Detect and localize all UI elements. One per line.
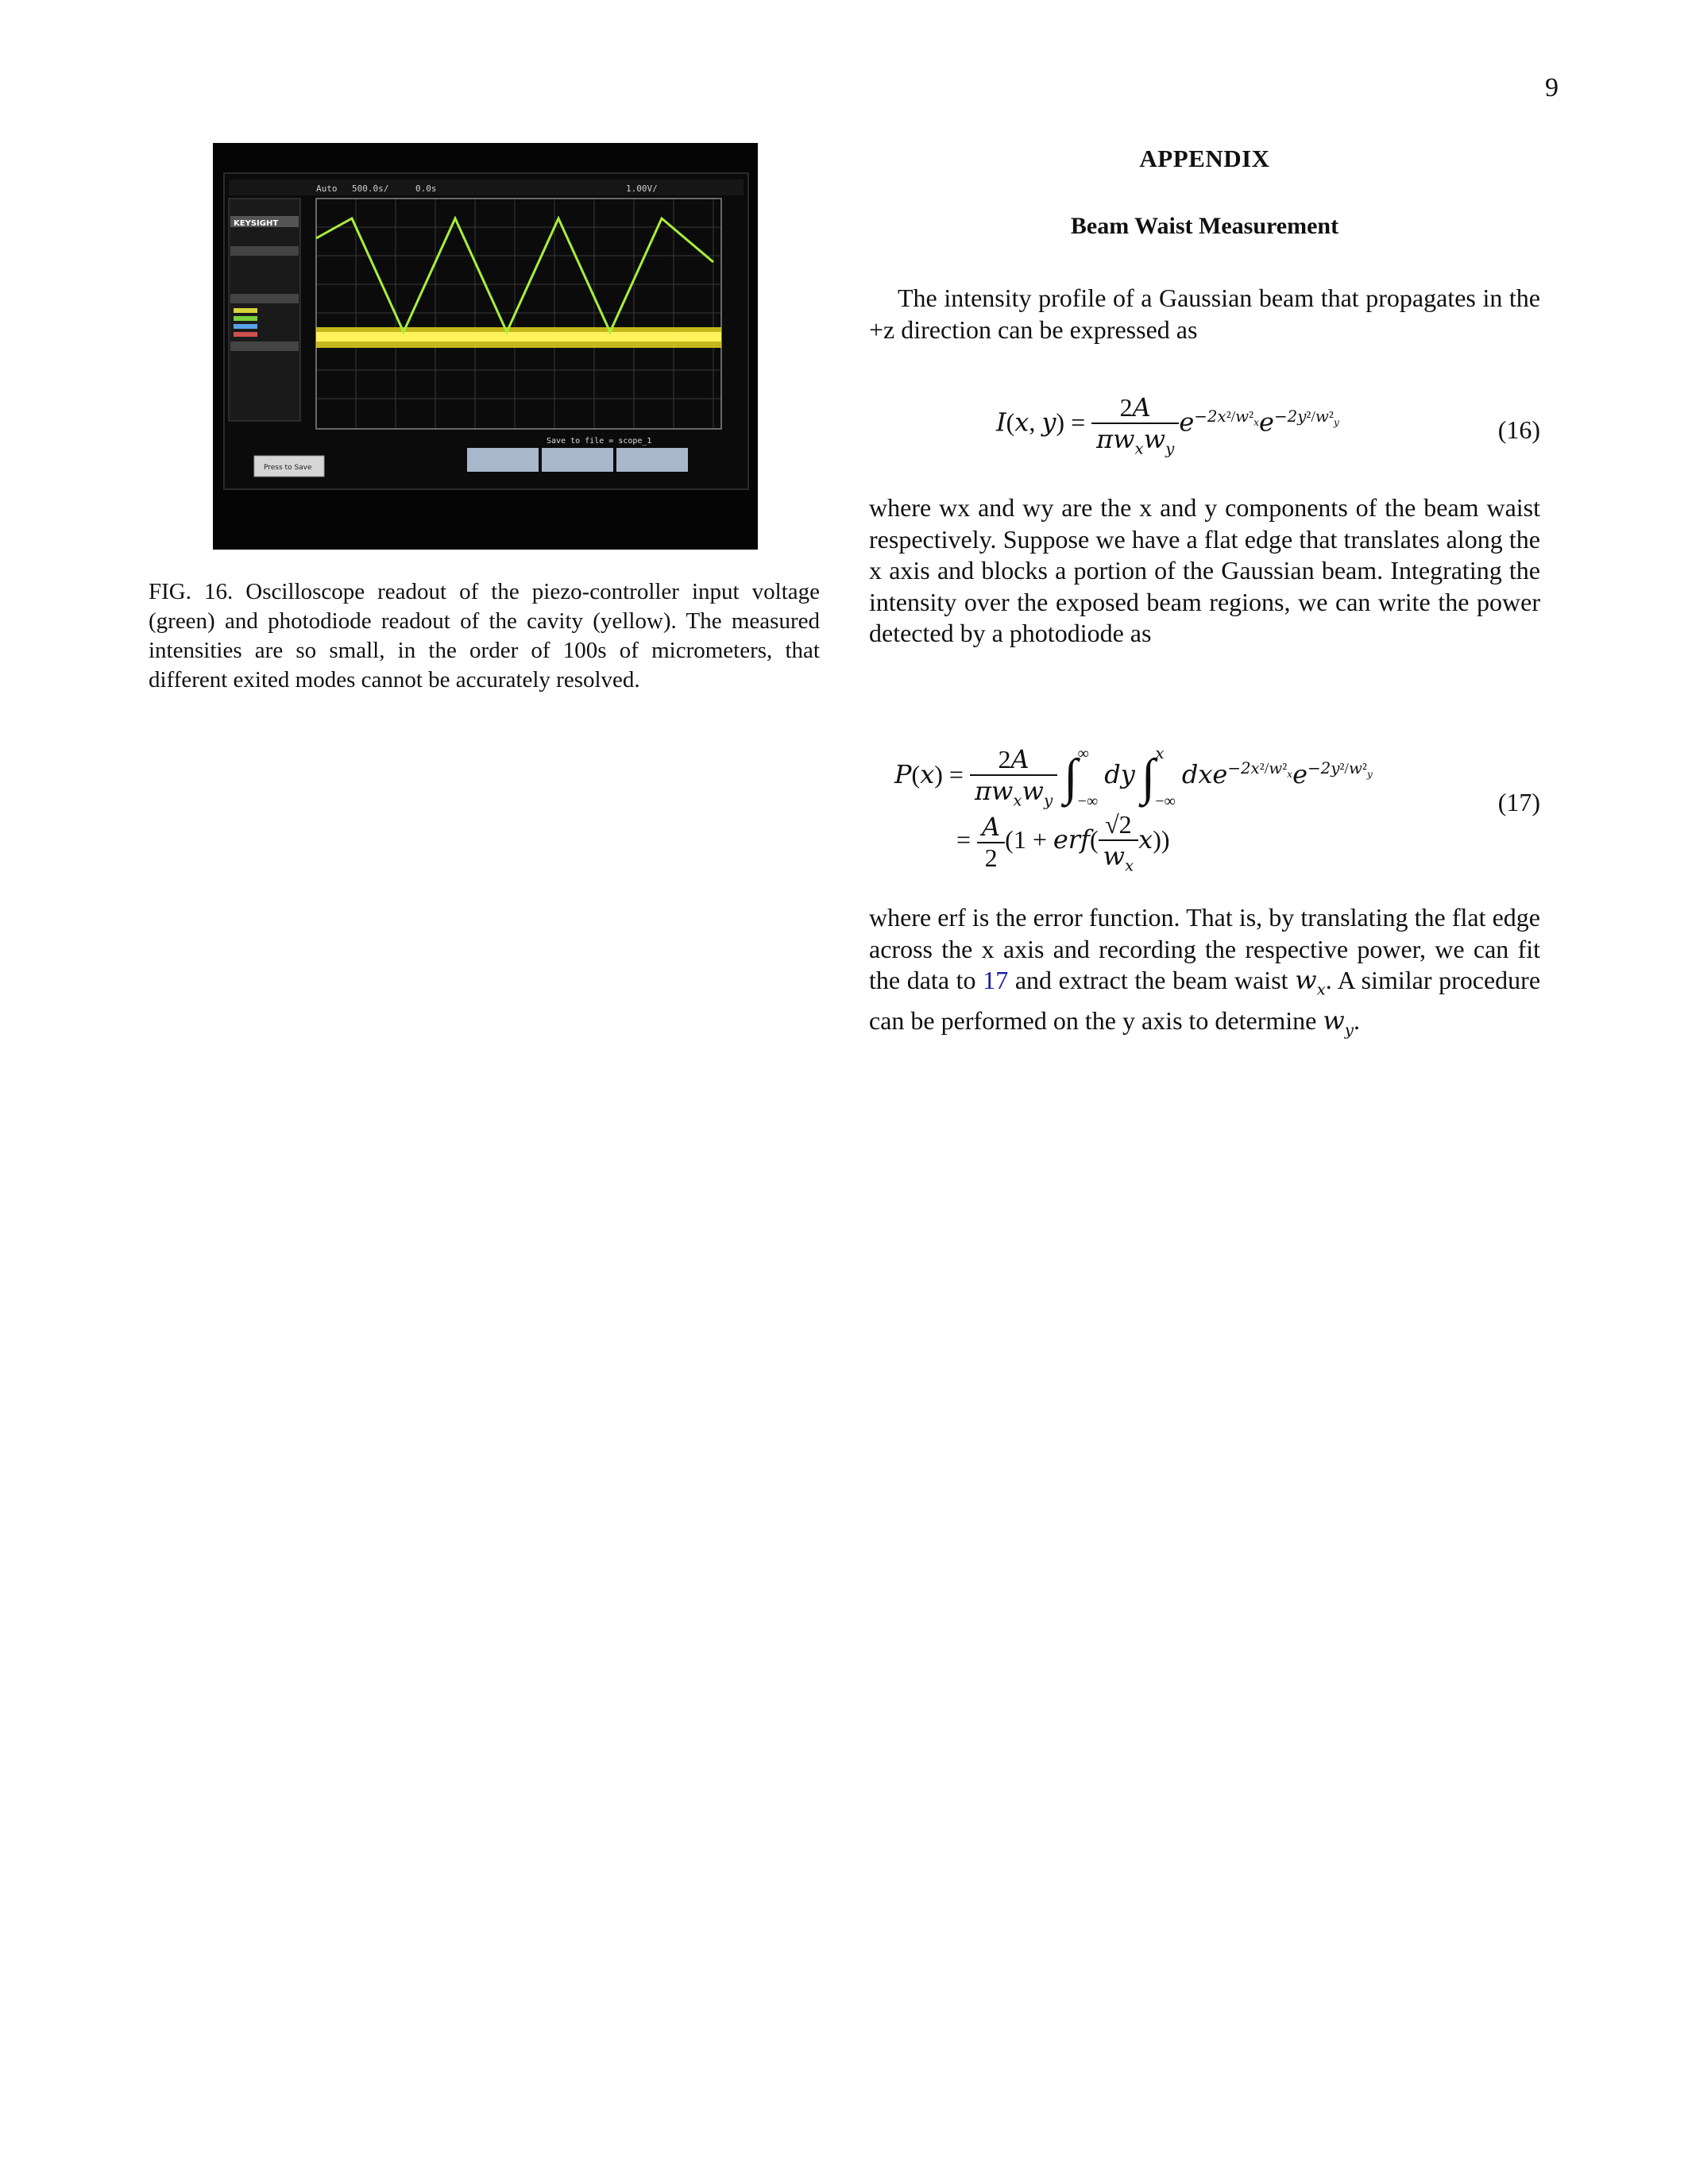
subsection-title: Beam Waist Measurement <box>1070 213 1339 239</box>
paragraph-erf: where erf is the error function. That is, by translating the flat edge across the x axis and recording the respective power, we can fit the data to 17 and extract the beam waist $w_x$. A similar procedure can be performed on the y axis to determine $w_y$. <box>869 903 1541 1040</box>
scope-save-label: Save to file = scope_1 <box>547 437 652 446</box>
scope-brand: KEYSIGHT <box>234 219 279 228</box>
appendix-title: APPENDIX <box>1139 145 1270 172</box>
figure-caption: FIG. 16. Oscilloscope readout of the piezo-controller input voltage (green) and photodiode readout of the cavity (yellow). The measured intensities are so small, in the order of 100s of micrometers, that different exited modes cannot be accurately resolved. <box>149 579 820 693</box>
page-number: 9 <box>1545 73 1559 102</box>
paragraph-erf-text-a: where erf is the error function. That is, by translating the flat edge across the x axis and recording the respective power, we can fit the data to <box>869 903 1540 994</box>
oscilloscope-illustration <box>213 143 758 550</box>
paragraph-waist: where wx and wy are the x and y components of the beam waist respectively. Suppose we have a flat edge that translates along the x axis and blocks a portion of the Gaussian beam. Integrating the intensity over the exposed beam regions, we can write the power detected by a photodiode as <box>869 493 1540 647</box>
equation-17-line1: P(x) = $\frac{2A}{\pi w_xw_y}$ ∫∞ −∞ dy ∫x −∞ $dxe^{-2x^2/w^2_x}e^{-2y^2/w^2_y}$ <box>894 743 1373 810</box>
equation-16-label: (16) <box>1497 415 1540 444</box>
scope-press-to-save: Press to Save <box>264 464 312 472</box>
equation-17-link[interactable]: 17 <box>983 966 1009 994</box>
paragraph-erf-text-c: . A similar procedure can be performed on the y axis to determine <box>869 966 1541 1035</box>
equation-17-label: (17) <box>1497 788 1540 816</box>
scope-timebase: 500.0s/ <box>352 183 389 194</box>
oscilloscope-photo <box>213 143 758 550</box>
equation-17-line2: = $\frac{A}{2}$ (1 + erf( $\frac{√2}{w_x}$ x)) <box>956 810 1170 875</box>
paragraph-intro: The intensity profile of a Gaussian beam that propagates in the +z direction can be expressed as <box>869 284 1540 344</box>
paragraph-erf-text-b: and extract the beam waist <box>1014 966 1288 994</box>
scope-mode: Auto <box>316 183 338 194</box>
equation-16: I(x, y) = $\frac{2A}{\pi w_xw_y}$ $e^{-2x^2/w^2_x}e^{-2y^2/w^2_y}$ <box>996 392 1339 458</box>
scope-top-right: 1.00V/ <box>626 183 658 194</box>
scope-delay: 0.0s <box>415 183 437 194</box>
